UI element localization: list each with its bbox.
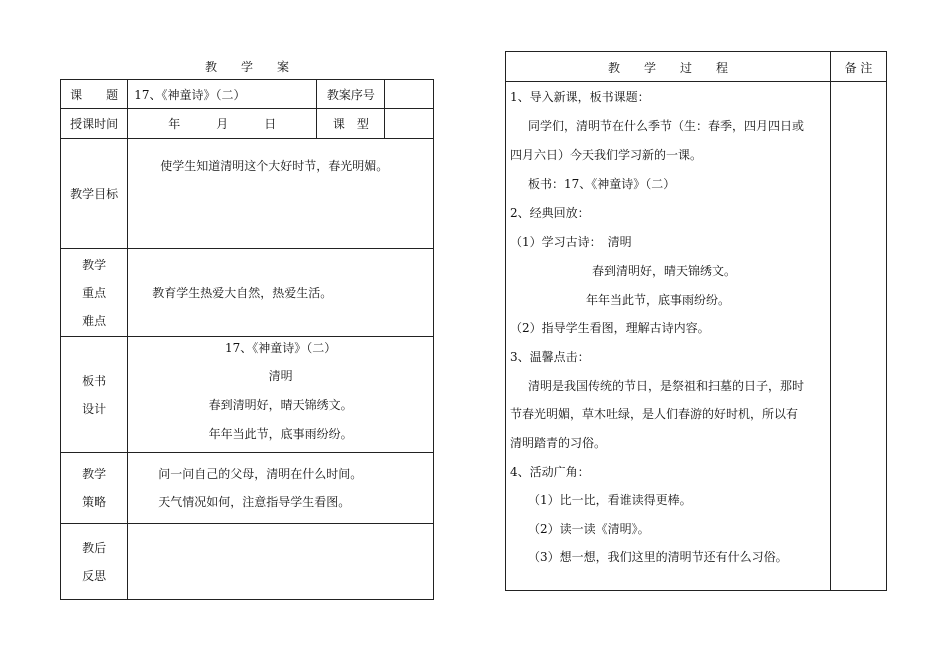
goal-label: 教学目标 <box>61 139 128 249</box>
board-line: 17、《神童诗》（二） <box>224 341 337 355</box>
note-header: 备 注 <box>844 61 873 75</box>
board-label-line: 设计 <box>82 401 107 416</box>
reflection-label-line: 教后 <box>82 540 107 555</box>
keypoint-label-line: 难点 <box>82 313 107 328</box>
lesson-number-value <box>385 80 434 109</box>
note-column-divider <box>830 52 831 590</box>
reflection-label <box>61 524 128 600</box>
lesson-type-label: 课 型 <box>317 109 385 139</box>
strategy-label-line: 策略 <box>82 495 107 509</box>
board-line: 清明 <box>268 369 293 383</box>
strategy-text <box>128 453 434 524</box>
keypoint-label <box>61 249 128 337</box>
board-line: 春到清明好，晴天锦绣文。 <box>208 398 353 412</box>
process-header: 教 学 过 程 <box>607 61 728 75</box>
process-line: （3）想一想，我们这里的清明节还有什么习俗。 <box>528 550 788 564</box>
process-line: 年年当此节，底事雨纷纷。 <box>586 293 731 307</box>
process-line: 2、经典回放： <box>510 206 590 220</box>
teaching-date-value: 年 月 日 <box>128 109 317 139</box>
process-line: 1、导入新课，板书课题： <box>510 90 650 104</box>
process-line: （2）指导学生看图，理解古诗内容。 <box>510 321 710 335</box>
lesson-plan-title: 教 学 案 <box>204 60 289 74</box>
keypoint-text: 教育学生热爱大自然，热爱生活。 <box>128 249 434 337</box>
board-design <box>128 337 434 453</box>
board-label-line: 板书 <box>82 373 107 388</box>
process-line: 四月六日）今天我们学习新的一课。 <box>510 148 703 162</box>
strategy-label <box>61 453 128 524</box>
strategy-line: 问一问自己的父母，清明在什么时间。 <box>158 467 363 481</box>
process-line: 同学们，清明节在什么季节（生：春季，四月四日或 <box>528 119 805 133</box>
topic-label: 课 题 <box>61 80 128 109</box>
process-line: （1）学习古诗： 清明 <box>510 235 632 249</box>
process-line: 清明踏青的习俗。 <box>510 436 607 450</box>
process-line: 节春光明媚，草木吐绿，是人们春游的好时机，所以有 <box>510 407 799 421</box>
header-divider <box>506 81 886 82</box>
strategy-line: 天气情况如何，注意指导学生看图。 <box>158 495 351 509</box>
strategy-label-line: 教学 <box>82 467 107 481</box>
process-line: （1）比一比，看谁读得更棒。 <box>528 493 692 507</box>
process-line: 春到清明好，晴天锦绣文。 <box>592 264 737 278</box>
process-line: 板书：17、《神童诗》（二） <box>528 177 676 191</box>
goal-text: 使学生知道清明这个大好时节，春光明媚。 <box>128 139 434 249</box>
process-line: 4、活动广角： <box>510 465 590 479</box>
board-line: 年年当此节，底事雨纷纷。 <box>208 427 353 441</box>
teaching-time-label: 授课时间 <box>61 109 128 139</box>
topic-value: 17、《神童诗》（二） <box>128 80 317 109</box>
reflection-text <box>128 524 434 600</box>
process-line: 3、温馨点击： <box>510 350 590 364</box>
teaching-process-box <box>505 51 887 591</box>
lesson-plan-table <box>60 79 434 600</box>
keypoint-label-line: 教学 <box>82 257 107 272</box>
process-line: （2）读一读《清明》。 <box>528 522 650 536</box>
reflection-label-line: 反思 <box>82 568 107 583</box>
lesson-type-value <box>385 109 434 139</box>
process-line: 清明是我国传统的节日，是祭祖和扫墓的日子，那时 <box>528 379 805 393</box>
keypoint-label-line: 重点 <box>82 285 107 300</box>
lesson-number-label: 教案序号 <box>317 80 385 109</box>
board-label <box>61 337 128 453</box>
